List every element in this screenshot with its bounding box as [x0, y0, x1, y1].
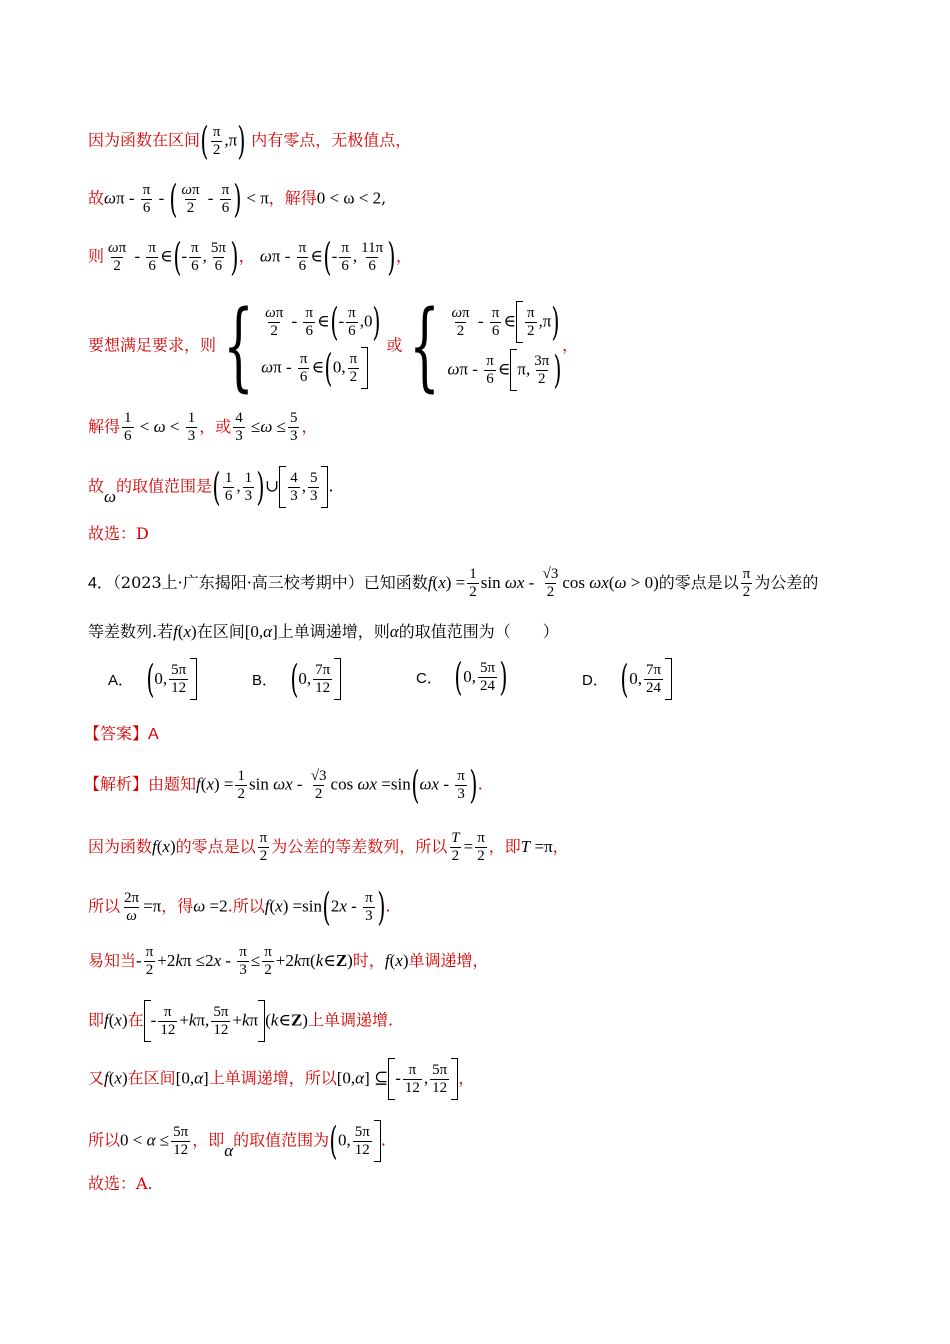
solution-line-5: 解得 $\frac{1}{6}$ < ω < $\frac{1}{3}$ ，或 $\frac{4}{3}$ ≤ω ≤ $\frac{5}{3}$ ， [88, 410, 318, 444]
analysis-line-5: 即f(x)在 - $\frac{\pi}{12}$ +kπ, $\frac{5\pi}{12}$ +kπ (k∈Z)上单调递增. [88, 1000, 393, 1042]
option-b[interactable]: B． ( 0, $\frac{7\pi}{12}$ [252, 658, 341, 700]
analysis-line-3: 所以 $\frac{2\pi}{\omega}$ =π，得ω =2.所以f(x) =sin(2x - $\frac{\pi}{3}$ ). [88, 885, 391, 929]
option-c[interactable]: C． ( 0, $\frac{5\pi}{24}$ ) [416, 655, 508, 699]
solution-line-4: 要想满足要求，则{ $\frac{\omega\pi}{2}$ - $\frac{\pi}{6}$ ∈(- $\frac{\pi}{6}$ ,0) ωπ - $\frac{\pi}{6}$ ∈(0, $\frac{\pi}{2}$ 或{ $\frac{\omega\pi}{2}$ - $\frac{\pi}{6}$ ∈ $\frac{\pi}{2}$ ,π) ωπ - $\frac{\pi}{6}$ ∈ π, $\frac{3\pi}{2}$ ) ， [88, 290, 579, 402]
option-a[interactable]: A． ( 0, $\frac{5\pi}{12}$ [108, 658, 197, 700]
question-4-stem-line-1: 4．（2023上·广东揭阳·高三校考期中）已知函数f(x) = $\frac{1}{2}$ sin ωx - $\frac{√3}{2}$ cos ωx(ω > 0)的零点是以 $\frac{\pi}{2}$ 为公差的 [88, 566, 819, 600]
solution-answer-d: 故选：D [88, 524, 149, 543]
analysis-line-2: 因为函数f(x)的零点是以 $\frac{\pi}{2}$ 为公差的等差数列，所以 $\frac{T}{2}$ = $\frac{\pi}{2}$ ，即T =π， [88, 830, 569, 864]
solution-line-6: 故ω的取值范围是( $\frac{1}{6}$ , $\frac{1}{3}$ )∪ $\frac{4}{3}$ , $\frac{5}{3}$ . [88, 465, 334, 509]
analysis-answer-a: 故选：A. [88, 1174, 153, 1193]
analysis-line-1: 【解析】由题知f(x) = $\frac{1}{2}$ sin ωx - $\frac{√3}{2}$ cos ωx =sin(ωx - $\frac{\pi}{3}$ ). [84, 763, 483, 807]
solution-line-1: 因为函数在区间( $\frac{\pi}{2}$ ,π) 内有零点，无极值点， [88, 119, 412, 163]
answer-label: 【答案】A [84, 726, 159, 743]
analysis-line-6: 又f(x)在区间[0,α]上单调递增，所以[0,α] ⊆ - $\frac{\pi}{12}$ , $\frac{5\pi}{12}$ ， [88, 1058, 474, 1100]
solution-line-2: 故ωπ - $\frac{\pi}{6}$ - ( $\frac{\omega\pi}{2}$ - $\frac{\pi}{6}$ ) < π，解得0 < ω < 2, [88, 177, 387, 221]
question-4-stem-line-2: 等差数列.若f(x)在区间[0,α]上单调递增，则α的取值范围为（ ） [88, 622, 559, 641]
analysis-line-4: 易知当- $\frac{\pi}{2}$ +2kπ ≤2x - $\frac{\pi}{3}$ ≤ $\frac{\pi}{2}$ +2kπ(k∈Z)时，f(x)单调递增， [88, 944, 489, 978]
solution-line-3: 则 $\frac{\omega\pi}{2}$ - $\frac{\pi}{6}$ ∈(- $\frac{\pi}{6}$ , $\frac{5\pi}{6}$ )， ωπ - $\frac{\pi}{6}$ ∈(- $\frac{\pi}{6}$ , $\frac{11\pi}{6}$ )， [88, 235, 413, 279]
analysis-line-7: 所以0 < α ≤ $\frac{5\pi}{12}$ ，即α的取值范围为(0, $\frac{5\pi}{12}$ . [88, 1119, 386, 1163]
option-d[interactable]: D． ( 0, $\frac{7\pi}{24}$ [582, 658, 672, 700]
